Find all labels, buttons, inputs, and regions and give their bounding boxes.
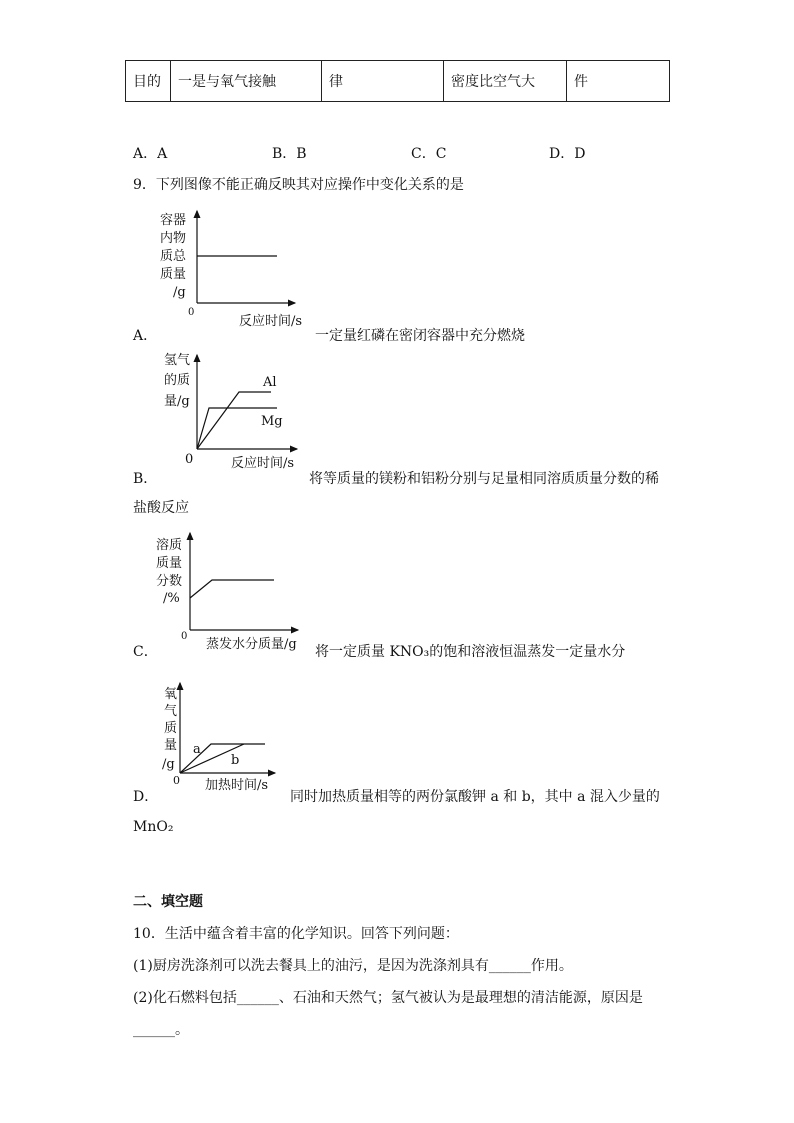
q10-part2-cont: ______。 — [133, 1022, 189, 1038]
y-label: 质 — [164, 721, 178, 736]
comparison-table — [125, 60, 670, 102]
option-d-letter: D． — [133, 789, 159, 805]
x-label: 加热时间/s — [205, 778, 269, 793]
graph-d — [155, 680, 295, 795]
y-label: /g — [173, 285, 186, 300]
option-c-letter: C． — [133, 644, 158, 660]
y-label: 量/g — [164, 394, 190, 409]
y-label: 气 — [164, 704, 178, 719]
y-label: /g — [162, 757, 175, 772]
graph-a — [155, 205, 315, 330]
graph-c — [150, 525, 310, 655]
section-heading: 二、填空题 — [133, 894, 203, 910]
option-b-desc: 将等质量的镁粉和铝粉分别与足量相同溶质质量分数的稀 — [309, 471, 659, 487]
table-cell: 件 — [567, 61, 670, 102]
y-label: /% — [163, 591, 180, 606]
option-b-letter: B． — [133, 471, 158, 487]
option-a: A．A — [133, 146, 168, 162]
al-line — [197, 392, 271, 449]
q10-stem: 10．生活中蕴含着丰富的化学知识。回答下列问题： — [133, 926, 459, 942]
table-cell: 律 — [322, 61, 444, 102]
option-d-desc-cont: MnO₂ — [133, 819, 174, 835]
y-label: 质量 — [156, 556, 183, 571]
option-c-desc: 将一定质量 KNO₃的饱和溶液恒温蒸发一定量水分 — [315, 644, 626, 660]
y-label: 分数 — [156, 574, 183, 589]
line-label-a: a — [193, 742, 201, 757]
fraction-line — [190, 580, 274, 598]
y-label: 质量 — [160, 267, 187, 282]
origin-label: 0 — [173, 774, 180, 787]
y-label: 质总 — [160, 249, 187, 264]
origin-label: 0 — [185, 452, 194, 467]
option-a-desc: 一定量红磷在密闭容器中充分燃烧 — [315, 328, 525, 344]
origin-label: 0 — [188, 307, 195, 318]
option-c: C．C — [411, 146, 447, 162]
q9-stem: 9．下列图像不能正确反映其对应操作中变化关系的是 — [133, 177, 464, 193]
table-cell: 密度比空气大 — [444, 61, 567, 102]
q8-options — [133, 143, 633, 163]
line-label-mg: Mg — [261, 414, 283, 429]
y-label: 溶质 — [156, 538, 183, 553]
q10-part2: (2)化石燃料包括______、石油和天然气；氢气被认为是最理想的清洁能源，原因是 — [133, 990, 643, 1006]
option-a-letter: A． — [133, 328, 158, 344]
origin-label: 0 — [181, 631, 188, 642]
table-cell: 一是与氧气接触 — [171, 61, 322, 102]
x-label: 反应时间/s — [231, 456, 295, 471]
x-label: 蒸发水分质量/g — [206, 637, 297, 652]
y-label: 量 — [164, 738, 178, 753]
y-label: 的质 — [164, 373, 191, 388]
table-row — [126, 61, 670, 102]
option-d-desc: 同时加热质量相等的两份氯酸钾 a 和 b，其中 a 混入少量的 — [290, 789, 660, 805]
x-label: 反应时间/s — [239, 314, 303, 329]
table-cell: 目的 — [126, 61, 171, 102]
line-label-b: b — [231, 753, 240, 768]
option-d: D．D — [549, 146, 586, 162]
y-label: 内物 — [160, 231, 187, 246]
y-label: 容器 — [160, 213, 187, 228]
option-b-desc-cont: 盐酸反应 — [133, 500, 189, 516]
option-b: B．B — [272, 146, 307, 162]
q10-part1: (1)厨房洗涤剂可以洗去餐具上的油污，是因为洗涤剂具有______作用。 — [133, 958, 573, 974]
y-label: 氢气 — [164, 353, 191, 368]
y-label: 氧 — [164, 687, 178, 702]
line-label-al: Al — [263, 375, 277, 390]
graph-b — [155, 345, 315, 475]
